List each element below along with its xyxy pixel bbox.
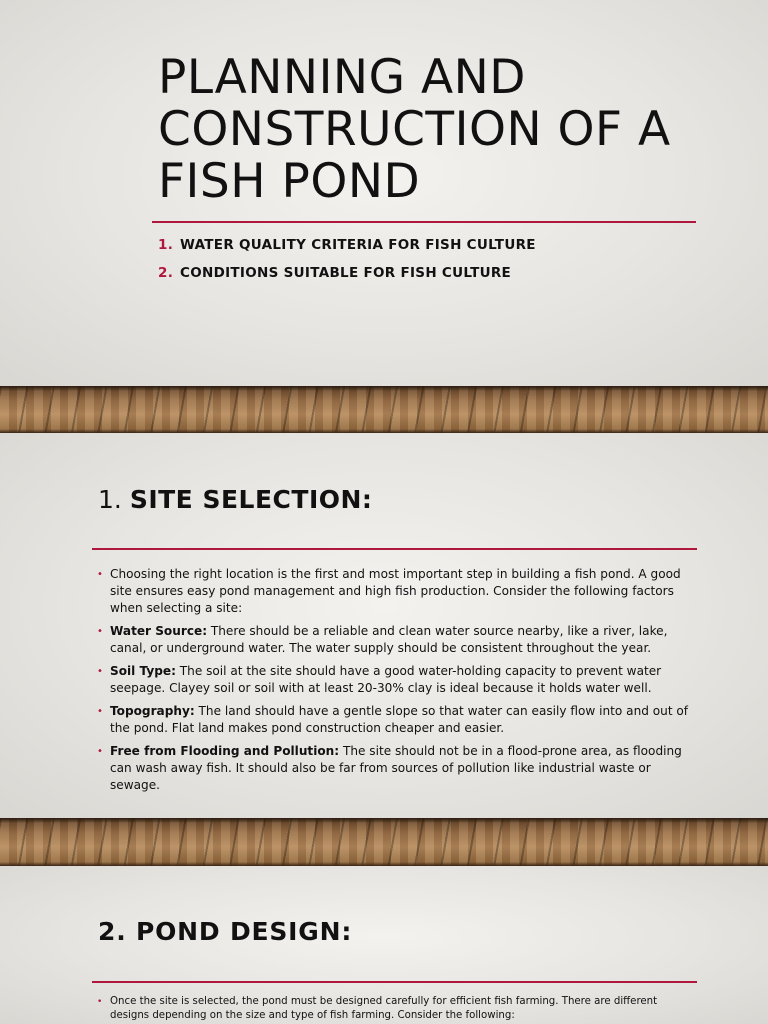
bullet-icon: • [97,625,103,637]
slide-heading [98,483,372,517]
slide-title-line: CONSTRUCTION OF A [158,102,671,157]
wood-floor-divider [0,386,768,433]
bullet-item [97,663,697,697]
slide-title [158,52,748,208]
subtitle-item [158,231,536,259]
subtitle-item-text: WATER QUALITY CRITERIA FOR FISH CULTURE [180,237,536,253]
subtitle-item-number: 1. [158,237,174,253]
bullet-term: Topography: [110,704,195,719]
bullet-term: Soil Type: [110,663,176,678]
bullet-item [97,566,697,616]
pond-design-slide [0,866,768,1024]
accent-divider [92,548,697,550]
accent-divider [152,221,696,223]
bullet-item [97,743,697,793]
bullet-item [97,623,697,657]
subtitle-item [158,259,536,287]
subtitle-item-text: CONDITIONS SUITABLE FOR FISH CULTURE [180,265,512,281]
bullet-text: Once the site is selected, the pond must be designed carefully for efficient fish farming. There are different designs depending on the size and type of fish farming. Consider the following: [110,996,658,1021]
wood-floor-divider [0,818,768,866]
bullet-text: The land should have a gentle slope so that water can easily flow into and out of the pond. Flat land makes pond construction cheaper and easier. [110,704,689,735]
title-slide [0,0,768,386]
bullet-text: The site should not be in a flood-prone area, as flooding can wash away fish. It should also be far from sources of pollution like industrial waste or sewage. [110,744,682,792]
bullet-list [97,566,697,800]
bullet-icon: • [97,746,103,758]
bullet-term: Water Source: [110,623,208,638]
slide-title-line: FISH POND [158,154,421,209]
subtitle-item-number: 2. [158,265,174,281]
site-selection-slide [0,433,768,818]
slide-heading: 2. POND DESIGN: [98,917,353,946]
bullet-list [97,995,697,1023]
bullet-term: Free from Flooding and Pollution: [110,744,340,759]
accent-divider [92,981,697,983]
bullet-text: There should be a reliable and clean water source nearby, like a river, lake, canal, or underground water. The water supply should be consistent throughout the year. [110,623,668,655]
bullet-text: The soil at the site should have a good water-holding capacity to prevent water seepage. Clayey soil or soil with at least 20-30% clay is ideal because it holds water well. [110,663,662,695]
heading-text: SITE SELECTION: [129,485,373,514]
bullet-item [97,995,697,1023]
bullet-icon: • [97,997,103,1007]
bullet-text: Choosing the right location is the first and most important step in building a fish pond. A good site ensures easy pond management and high fish production. Consider the following factors when selecting a site: [110,567,681,615]
slide-title-line: PLANNING AND [158,50,526,105]
bullet-icon: • [97,569,103,580]
bullet-item [97,703,697,737]
bullet-icon: • [97,706,103,718]
heading-number: 1. [98,485,122,514]
subtitle-list [158,231,536,287]
bullet-icon: • [97,665,103,677]
